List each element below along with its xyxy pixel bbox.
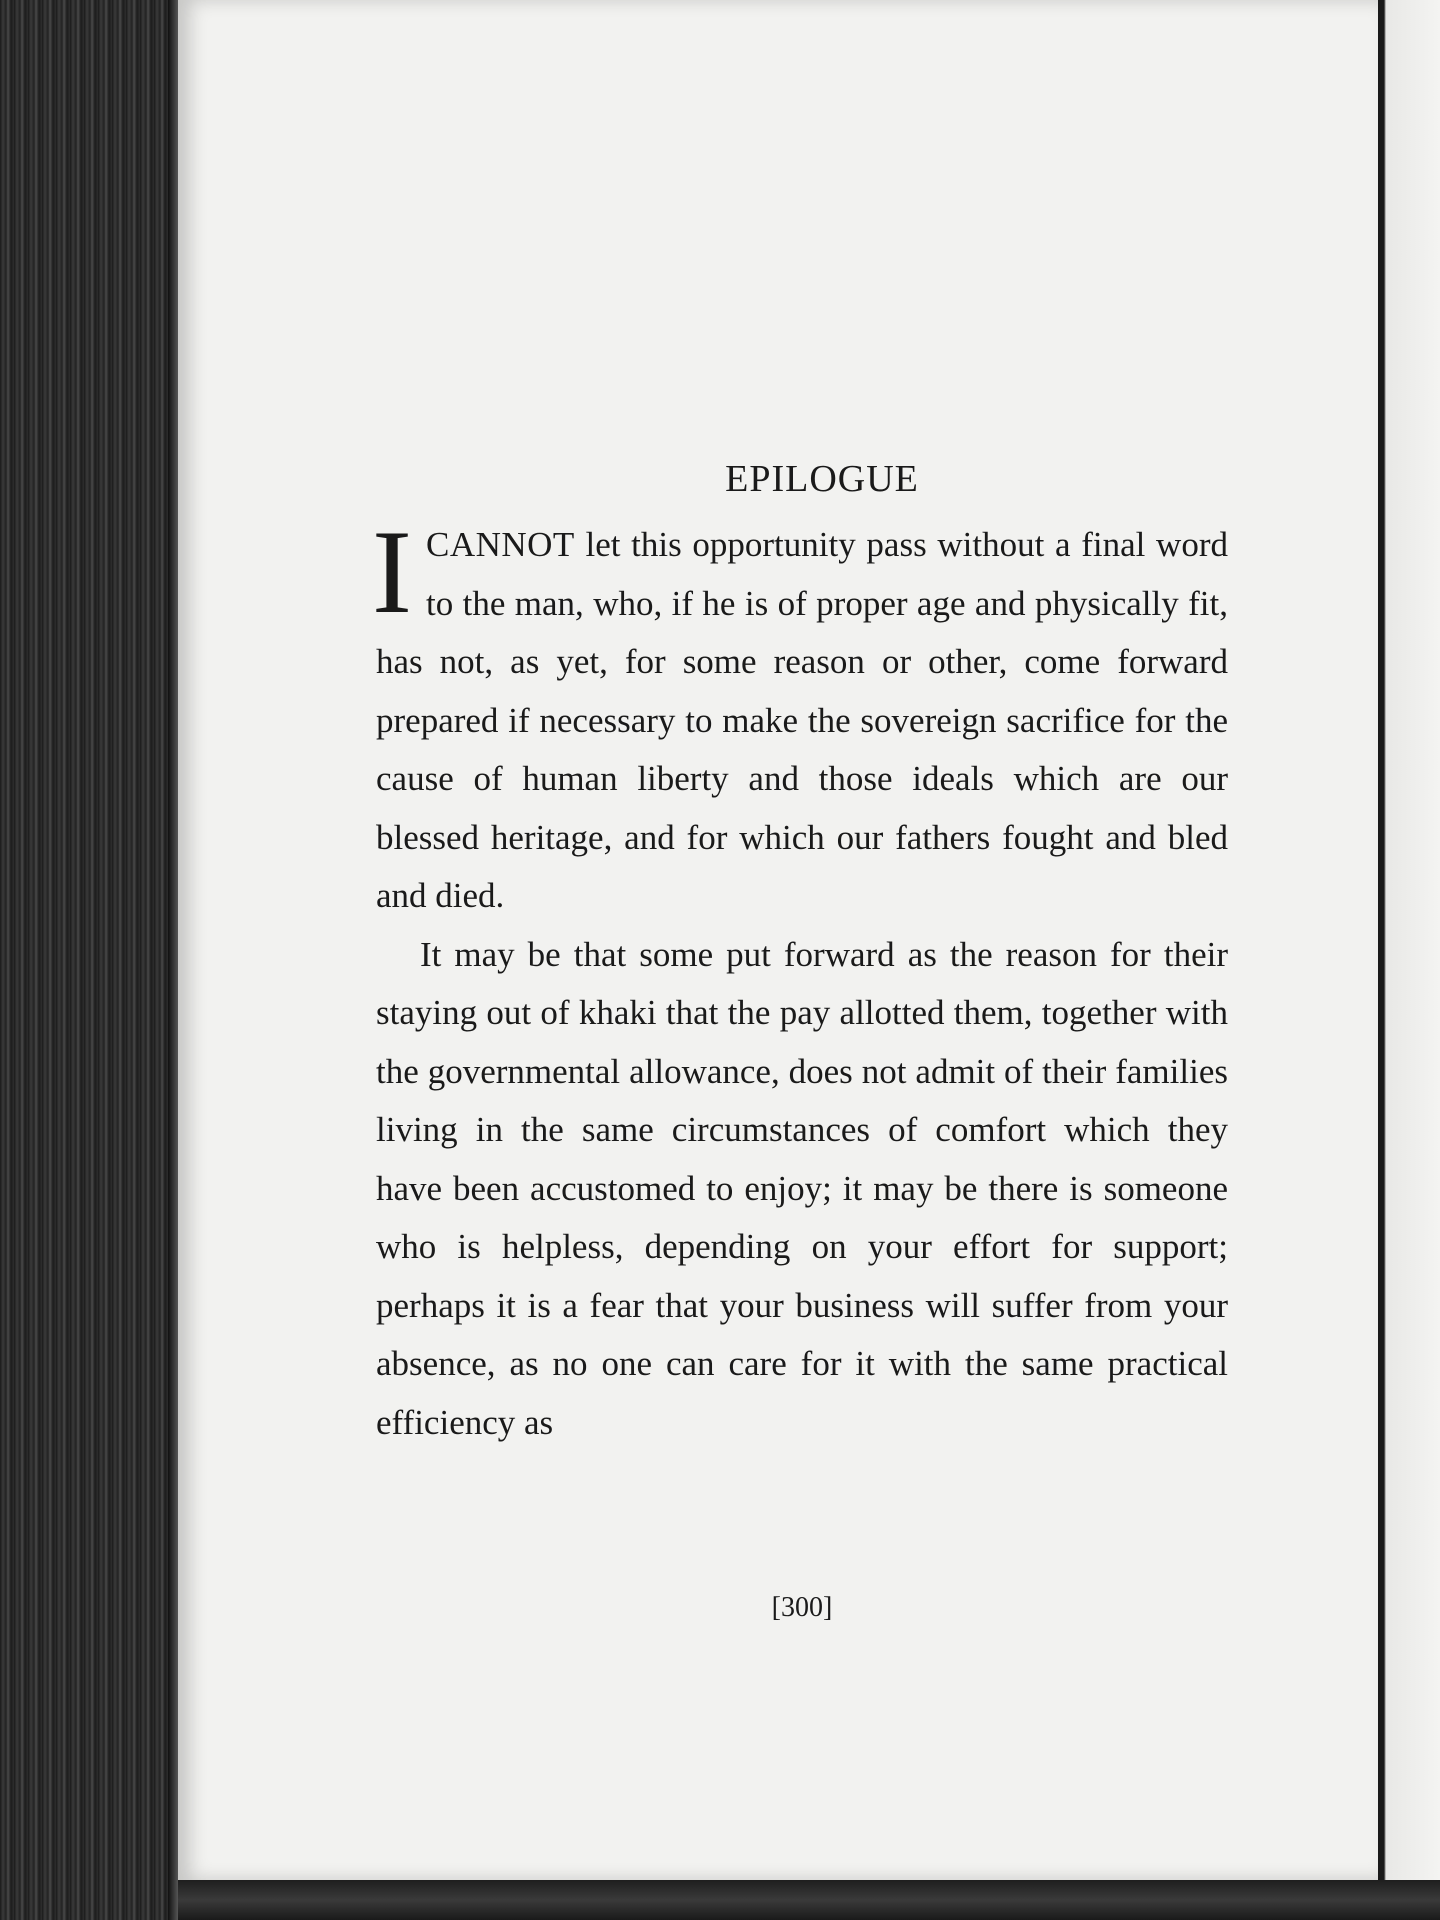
page-bottom-shadow: [178, 1880, 1440, 1920]
paragraph-1: [372, 505, 1228, 926]
chapter-heading: EPILOGUE: [725, 458, 919, 500]
lead-in-caps: CANNOT: [425, 525, 575, 564]
page-text-block: [372, 450, 1228, 1452]
drop-cap: I: [372, 505, 412, 638]
book-spine-edge: [0, 0, 178, 1920]
facing-page-edge: [1378, 0, 1440, 1920]
page-number: [300]: [771, 1592, 833, 1623]
paragraph-2: It may be that some put forward as the reason for their staying out of khaki that the pay allotted them, together with the governmental allowance, does not admit of their families living in the same circumstances of comfort which they have been accustomed to enjoy; it may be there is someone who is helpless, depending on your effort for support; perhaps it is a fear that your business will suffer from your absence, as no one can care for it with the same practical efficiency as: [376, 934, 1228, 1442]
paragraph-1-text: let this opportunity pass without a final word to the man, who, if he is of proper age and physically fit, has not, as yet, for some reason or other, come forward prepared if necessary to make the sovereign sacrifice for the cause of human liberty and those ideals which are our blessed heritage, and for which our fathers fought and bled and died.: [376, 525, 1228, 915]
